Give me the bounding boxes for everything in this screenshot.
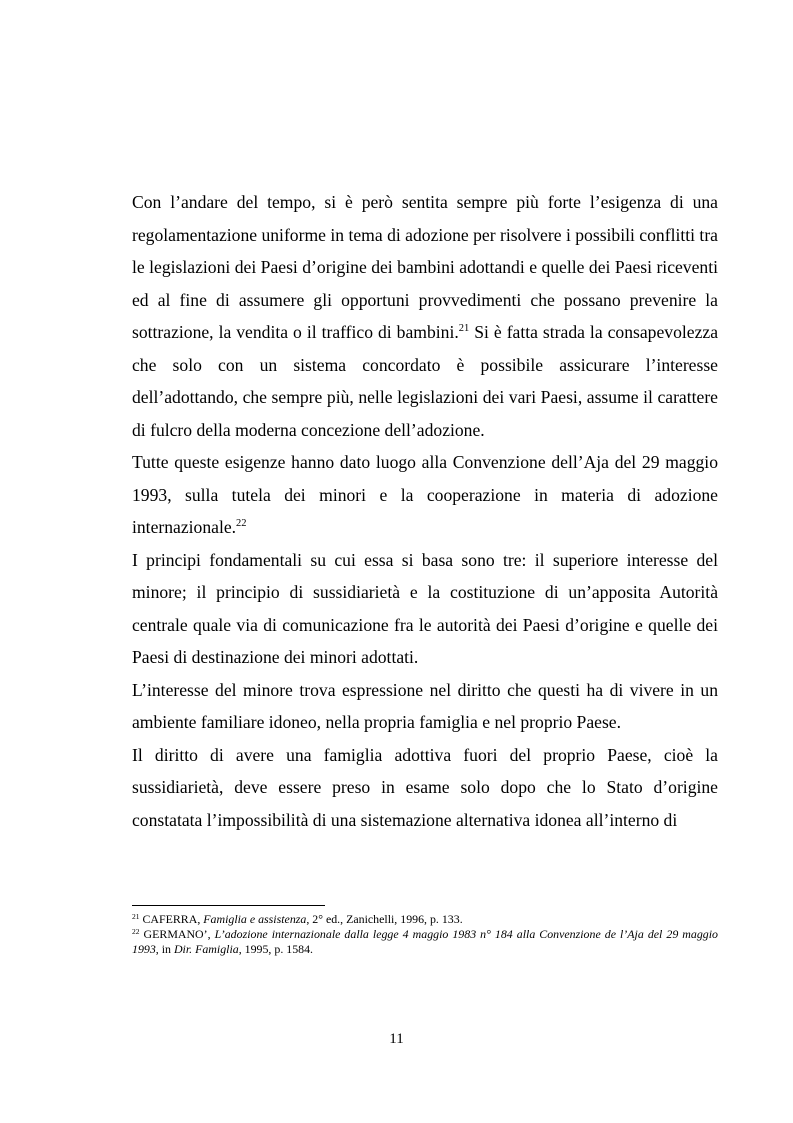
page-number: 11 xyxy=(389,1031,404,1047)
footnote-number: 21 xyxy=(132,912,140,921)
footnote-ref-22: 22 xyxy=(236,518,247,529)
footnote-22 xyxy=(132,927,718,957)
footnote-number: 22 xyxy=(132,927,140,936)
body-text xyxy=(132,186,718,836)
footnote-title: L’adozione internazionale dalla legge 4 maggio 1983 n° 184 alla Convenzione de l’Aja del 29 maggio 1993 xyxy=(132,927,718,956)
paragraph-2 xyxy=(132,446,718,544)
footnote-details: , 2° ed., Zanichelli, 1996, p. 133. xyxy=(306,912,463,926)
footnote-details: , 1995, p. 1584. xyxy=(238,942,314,956)
paragraph-2-text: Tutte queste esigenze hanno dato luogo alla Convenzione dell’Aja del 29 maggio 1993, sulla tutela dei minori e la cooperazione in materia di adozione internazionale. xyxy=(132,452,718,537)
footnote-ref-21: 21 xyxy=(458,323,470,334)
paragraph-4: L’interesse del minore trova espressione nel diritto che questi ha di vivere in un ambiente familiare idoneo, nella propria famiglia e nel proprio Paese. xyxy=(132,679,718,732)
footnote-separator xyxy=(132,905,325,906)
footnote-author: CAFERRA, xyxy=(142,912,204,926)
paragraph-5: Il diritto di avere una famiglia adottiva fuori del proprio Paese, cioè la sussidiarietà, deve essere preso in esame solo dopo che lo Stato d’origine constatata l’impossibilità di una sistemazione alternativa idonea all’interno di xyxy=(132,744,718,830)
paragraph-1-text-a: Con l’andare del tempo, si è però sentita sempre più forte l’esigenza di una regolamentazione uniforme in tema di adozione per risolvere i possibili conflitti tra le legislazioni dei Paesi d’origine dei bambini adottandi e quelle dei Paesi riceventi ed al fine di assumere gli opportuni provvedimenti che possano prevenire la sottrazione, la vendita o il traffico di bambini. xyxy=(132,192,718,342)
paragraph-1-text-b: Si è fatta strada la consapevolezza che solo con un sistema concordato è possibile assicurare l’interesse dell’adottando, che sempre più, nelle legislazioni dei vari Paesi, assume il carattere di fulcro della moderna concezione dell’adozione. xyxy=(132,322,718,440)
paragraph-1 xyxy=(132,186,718,446)
footnote-connector: , in xyxy=(155,942,174,956)
footnotes xyxy=(132,912,718,957)
footnote-title: Famiglia e assistenza xyxy=(203,912,307,926)
footnote-journal: Dir. Famiglia xyxy=(173,942,239,956)
paragraph-3: I principi fondamentali su cui essa si basa sono tre: il superiore interesse del minore; il principio di sussidiarietà e la costituzione di un’apposita Autorità centrale quale via di comunicazione fra le autorità dei Paesi d’origine e quelle dei Paesi di destinazione dei minori adottati. xyxy=(132,549,718,667)
footnote-21 xyxy=(132,912,718,927)
footnote-author: GERMANO’, xyxy=(143,927,215,941)
